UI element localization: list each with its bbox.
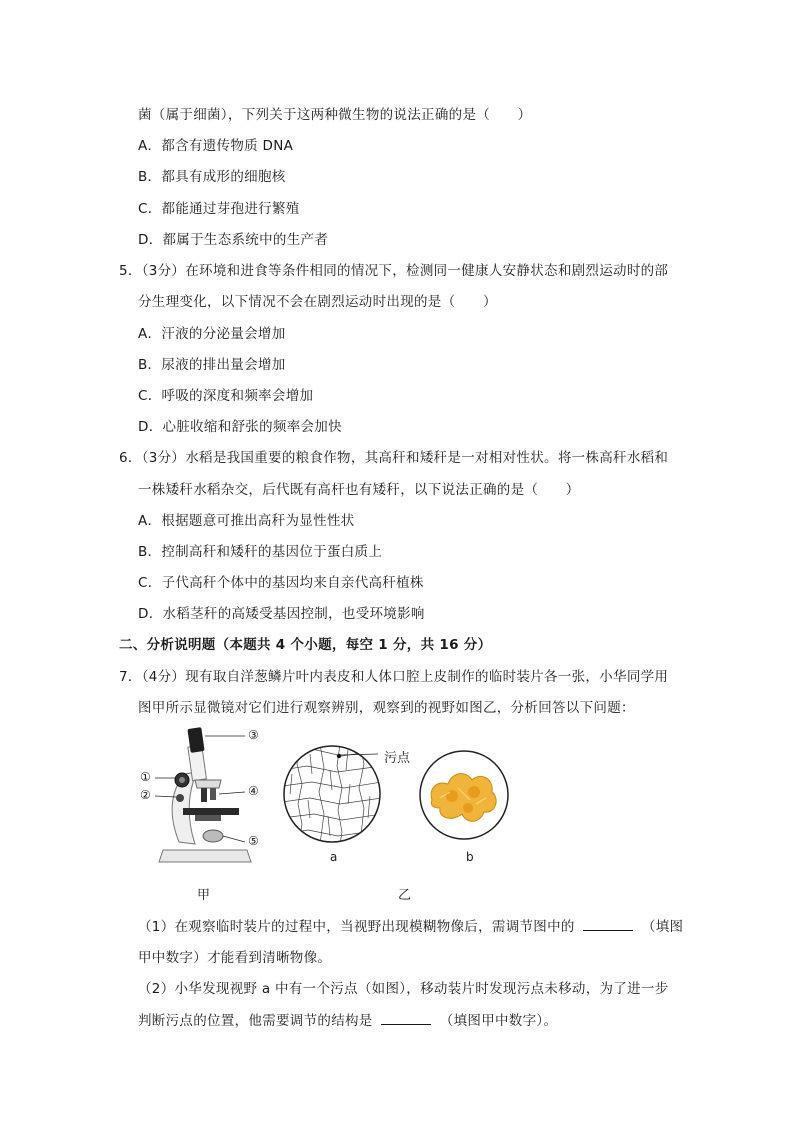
q7-part2-text-a: 判断污点的位置，他需要调节的结构是 <box>138 1013 373 1029</box>
view-a-onion-cells <box>282 744 382 844</box>
q7-part1-answer-blank[interactable] <box>583 918 633 931</box>
view-a-label: a <box>330 850 338 864</box>
q5-stem-line1: 5．（3分）在环境和进食等条件相同的情况下，检测同一健康人安静状态和剧烈运动时的部 <box>119 263 669 279</box>
caption-yi: 乙 <box>398 888 412 903</box>
q4-stem: 菌（属于细菌），下列关于这两种微生物的说法正确的是（ ） <box>138 107 532 123</box>
q7-part2-line1: （2）小华发现视野 a 中有一个污点（如图），移动装片时发现污点未移动，为了进一步 <box>138 981 669 997</box>
q7-stem-line2: 图甲所示显微镜对它们进行观察辨别，观察到的视野如图乙，分析回答以下问题： <box>138 700 635 716</box>
q6-stem-line1: 6．（3分）水稻是我国重要的粮食作物，其高秆和矮秆是一对相对性状。将一株高秆水稻和 <box>119 450 669 466</box>
label-5: ⑤ <box>248 834 259 848</box>
q7-part2-answer-blank[interactable] <box>381 1012 431 1025</box>
q6-stem-line2: 一株矮秆水稻杂交，后代既有高杆也有矮秆，以下说法正确的是（ ） <box>138 482 580 498</box>
q7-part1-text-b: （填图 <box>641 919 684 935</box>
q7-part1-line1 <box>138 915 683 935</box>
q5-option-b[interactable]: B．尿液的排出量会增加 <box>138 357 286 373</box>
label-2: ② <box>140 788 151 802</box>
view-b-label: b <box>466 850 474 864</box>
q7-part2-line2 <box>138 1009 557 1029</box>
q7-part1-line2: 甲中数字）才能看到清晰物像。 <box>138 950 332 966</box>
section-heading: 二、分析说明题（本题共 4 个小题，每空 1 分，共 16 分） <box>119 637 492 653</box>
label-3: ③ <box>248 728 259 742</box>
q4-option-b[interactable]: B．都具有成形的细胞核 <box>138 169 286 185</box>
q4-option-c[interactable]: C．都能通过芽孢进行繁殖 <box>138 201 300 217</box>
q7-part2-text-b: （填图甲中数字）。 <box>439 1013 558 1029</box>
q5-stem-line2: 分生理变化，以下情况不会在剧烈运动时出现的是（ ） <box>138 294 497 310</box>
q4-option-a[interactable]: A．都含有遗传物质 DNA <box>138 138 294 154</box>
q6-option-d[interactable]: D．水稻茎秆的高矮受基因控制，也受环境影响 <box>138 606 425 622</box>
q5-option-a[interactable]: A．汗液的分泌量会增加 <box>138 326 286 342</box>
q7-part1-text-a: （1）在观察临时装片的过程中，当视野出现模糊物像后，需调节图中的 <box>138 919 575 935</box>
microscope-figure <box>135 722 275 882</box>
q6-option-b[interactable]: B．控制高秆和矮秆的基因位于蛋白质上 <box>138 544 383 560</box>
q6-option-c[interactable]: C．子代高秆个体中的基因均来自亲代高秆植株 <box>138 575 424 591</box>
q5-option-c[interactable]: C．呼吸的深度和频率会增加 <box>138 388 314 404</box>
stain-label: 污点 <box>384 751 411 766</box>
label-4: ④ <box>248 784 259 798</box>
label-1: ① <box>140 770 151 784</box>
caption-jia: 甲 <box>197 888 211 903</box>
view-b-cheek-cells <box>418 748 510 842</box>
q6-option-a[interactable]: A．根据题意可推出高秆为显性性状 <box>138 513 355 529</box>
q4-option-d[interactable]: D．都属于生态系统中的生产者 <box>138 232 329 248</box>
q7-stem-line1: 7．（4分）现有取自洋葱鳞片叶内表皮和人体口腔上皮制作的临时装片各一张，小华同学用 <box>119 669 669 685</box>
q5-option-d[interactable]: D．心脏收缩和舒张的频率会加快 <box>138 419 342 435</box>
